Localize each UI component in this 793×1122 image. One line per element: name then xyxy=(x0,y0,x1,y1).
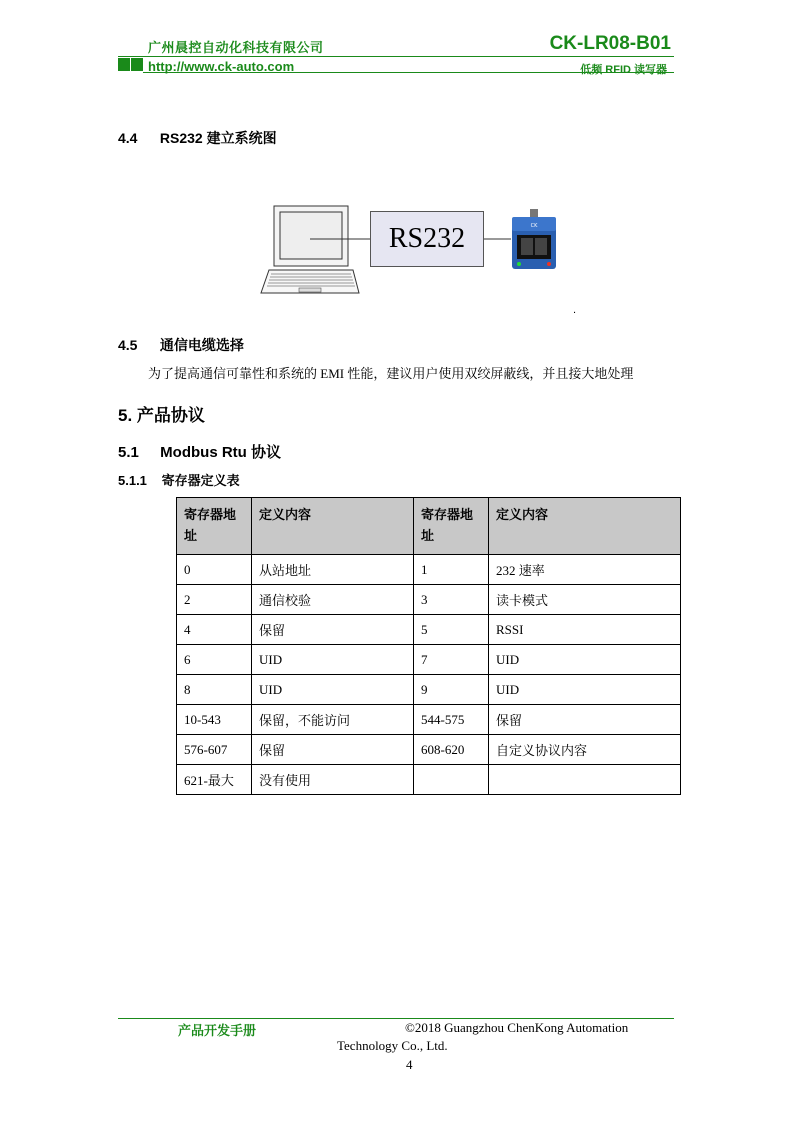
table-header-row xyxy=(177,498,681,555)
table-cell: 保留 xyxy=(252,615,414,645)
table-cell: 576-607 xyxy=(177,735,252,765)
section-number: 5.1 xyxy=(118,444,139,461)
section-5-1-1-heading xyxy=(118,470,240,489)
table-cell: 608-620 xyxy=(414,735,489,765)
table-cell xyxy=(414,765,489,795)
section-5-heading: 5. 产品协议 xyxy=(118,406,205,425)
section-number: 4.5 xyxy=(118,337,138,353)
header-url[interactable]: http://www.ck-auto.com xyxy=(148,59,295,74)
table-row xyxy=(177,615,681,645)
table-cell: 2 xyxy=(177,585,252,615)
table-row xyxy=(177,765,681,795)
table-row xyxy=(177,555,681,585)
footer-divider xyxy=(118,1018,674,1019)
section-4-4-heading xyxy=(118,128,277,148)
section-title: Modbus Rtu 协议 xyxy=(160,444,281,461)
table-cell: 从站地址 xyxy=(252,555,414,585)
table-row xyxy=(177,645,681,675)
table-cell: 6 xyxy=(177,645,252,675)
header-underline xyxy=(143,72,674,73)
table-cell: 保留 xyxy=(489,705,681,735)
table-cell: 自定义协议内容 xyxy=(489,735,681,765)
footer-manual-title: 产品开发手册 xyxy=(178,1023,257,1038)
table-row xyxy=(177,735,681,765)
rs232-label-box xyxy=(370,211,484,267)
header-model: CK-LR08-B01 xyxy=(549,33,671,54)
register-table xyxy=(176,497,681,795)
table-cell: 621-最大 xyxy=(177,765,252,795)
table-cell: 7 xyxy=(414,645,489,675)
section-title: RS232 建立系统图 xyxy=(159,130,277,146)
header-cell: 定义内容 xyxy=(489,498,681,555)
table-cell xyxy=(489,765,681,795)
section-number: 5.1.1 xyxy=(118,473,147,488)
section-4-5-paragraph: 为了提高通信可靠性和系统的 EMI 性能，建议用户使用双绞屏蔽线，并且接大地处理 xyxy=(148,366,634,381)
header-cell: 寄存器地址 xyxy=(414,498,489,555)
table-cell: UID xyxy=(252,645,414,675)
header-divider xyxy=(118,56,674,57)
diagram-dot: . xyxy=(573,304,577,316)
header-cell: 寄存器地址 xyxy=(177,498,252,555)
svg-text:CK: CK xyxy=(530,223,538,229)
table-row xyxy=(177,705,681,735)
table-cell: 1 xyxy=(414,555,489,585)
header-green-block xyxy=(131,58,143,71)
table-cell: 10-543 xyxy=(177,705,252,735)
section-5-1-heading xyxy=(118,441,281,462)
table-cell: 保留 xyxy=(252,735,414,765)
table-cell: 544-575 xyxy=(414,705,489,735)
header-green-block xyxy=(118,58,130,71)
section-4-5-heading xyxy=(118,335,244,355)
section-number: 4.4 xyxy=(118,130,138,146)
table-row xyxy=(177,675,681,705)
header-product: 低频 RFID 读写器 xyxy=(580,64,667,76)
rfid-reader-device-icon xyxy=(508,208,560,272)
section-title: 寄存器定义表 xyxy=(161,473,240,488)
table-cell: 通信校验 xyxy=(252,585,414,615)
section-title: 通信电缆选择 xyxy=(159,337,244,353)
table-cell: 3 xyxy=(414,585,489,615)
table-cell: 5 xyxy=(414,615,489,645)
table-row xyxy=(177,585,681,615)
footer-copyright: ©2018 Guangzhou ChenKong Automation xyxy=(405,1020,629,1035)
page-number: 4 xyxy=(406,1057,413,1072)
table-cell: UID xyxy=(489,675,681,705)
table-cell: 4 xyxy=(177,615,252,645)
footer-copyright-company: Technology Co., Ltd. xyxy=(337,1038,448,1053)
table-cell: UID xyxy=(489,645,681,675)
table-cell: 保留，不能访问 xyxy=(252,705,414,735)
table-cell: 读卡模式 xyxy=(489,585,681,615)
table-cell: 232 速率 xyxy=(489,555,681,585)
header-company: 广州晨控自动化科技有限公司 xyxy=(148,40,324,55)
table-cell: UID xyxy=(252,675,414,705)
table-cell: 8 xyxy=(177,675,252,705)
header-cell: 定义内容 xyxy=(252,498,414,555)
table-cell: 没有使用 xyxy=(252,765,414,795)
table-cell: 9 xyxy=(414,675,489,705)
rs232-label: RS232 xyxy=(388,223,466,254)
table-cell: 0 xyxy=(177,555,252,585)
table-cell: RSSI xyxy=(489,615,681,645)
